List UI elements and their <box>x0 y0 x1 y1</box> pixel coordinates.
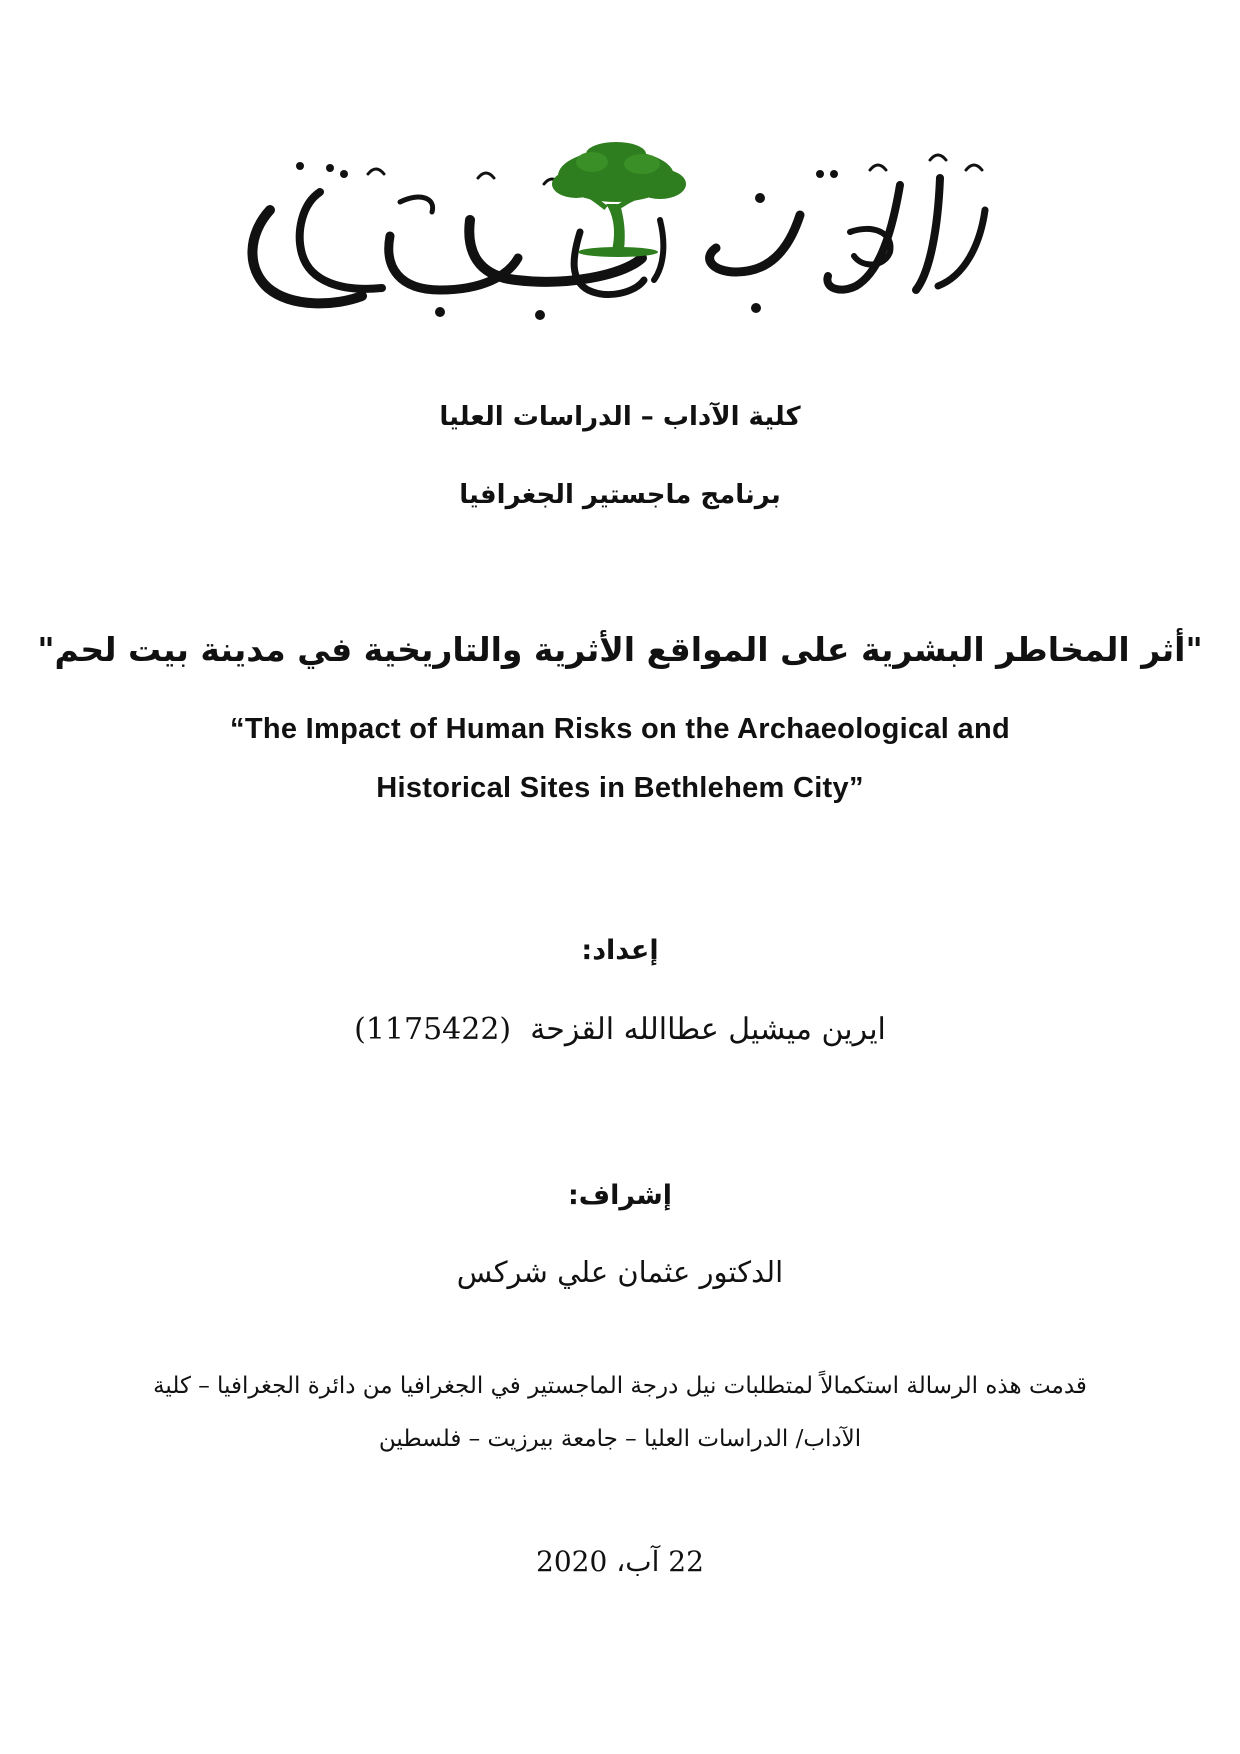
prepared-by-label: إعداد: <box>581 935 659 966</box>
thesis-title-english-line2: Historical Sites in Bethlehem City” <box>376 772 864 804</box>
olive-tree-calligraphy-icon <box>240 140 1000 330</box>
thesis-title-arabic: "أثر المخاطر البشرية على المواقع الأثرية والتاريخية في مدينة بيت لحم" <box>37 630 1203 669</box>
program-heading: برنامج ماجستير الجغرافيا <box>459 480 781 510</box>
submission-date: 22 آب، 2020 <box>536 1545 704 1578</box>
author-line <box>0 1012 1240 1047</box>
student-id: (1175422) <box>354 1012 512 1047</box>
submission-statement-line1: قدمت هذه الرسالة استكمالاً لمتطلبات نيل درجة الماجستير في الجغرافيا من دائرة الجغرافيا – كلية <box>153 1373 1087 1399</box>
author-name: ايرين ميشيل عطاالله القزحة <box>530 1012 886 1047</box>
supervision-label: إشراف: <box>567 1180 673 1211</box>
thesis-title-english-line1: “The Impact of Human Risks on the Archaeological and <box>230 713 1010 745</box>
submission-statement-line2: الآداب/ الدراسات العليا – جامعة بيرزيت – فلسطين <box>378 1426 862 1452</box>
faculty-heading: كلية الآداب – الدراسات العليا <box>439 402 801 432</box>
university-logo <box>240 140 1000 330</box>
supervisor-name: الدكتور عثمان علي شركس <box>456 1255 784 1289</box>
